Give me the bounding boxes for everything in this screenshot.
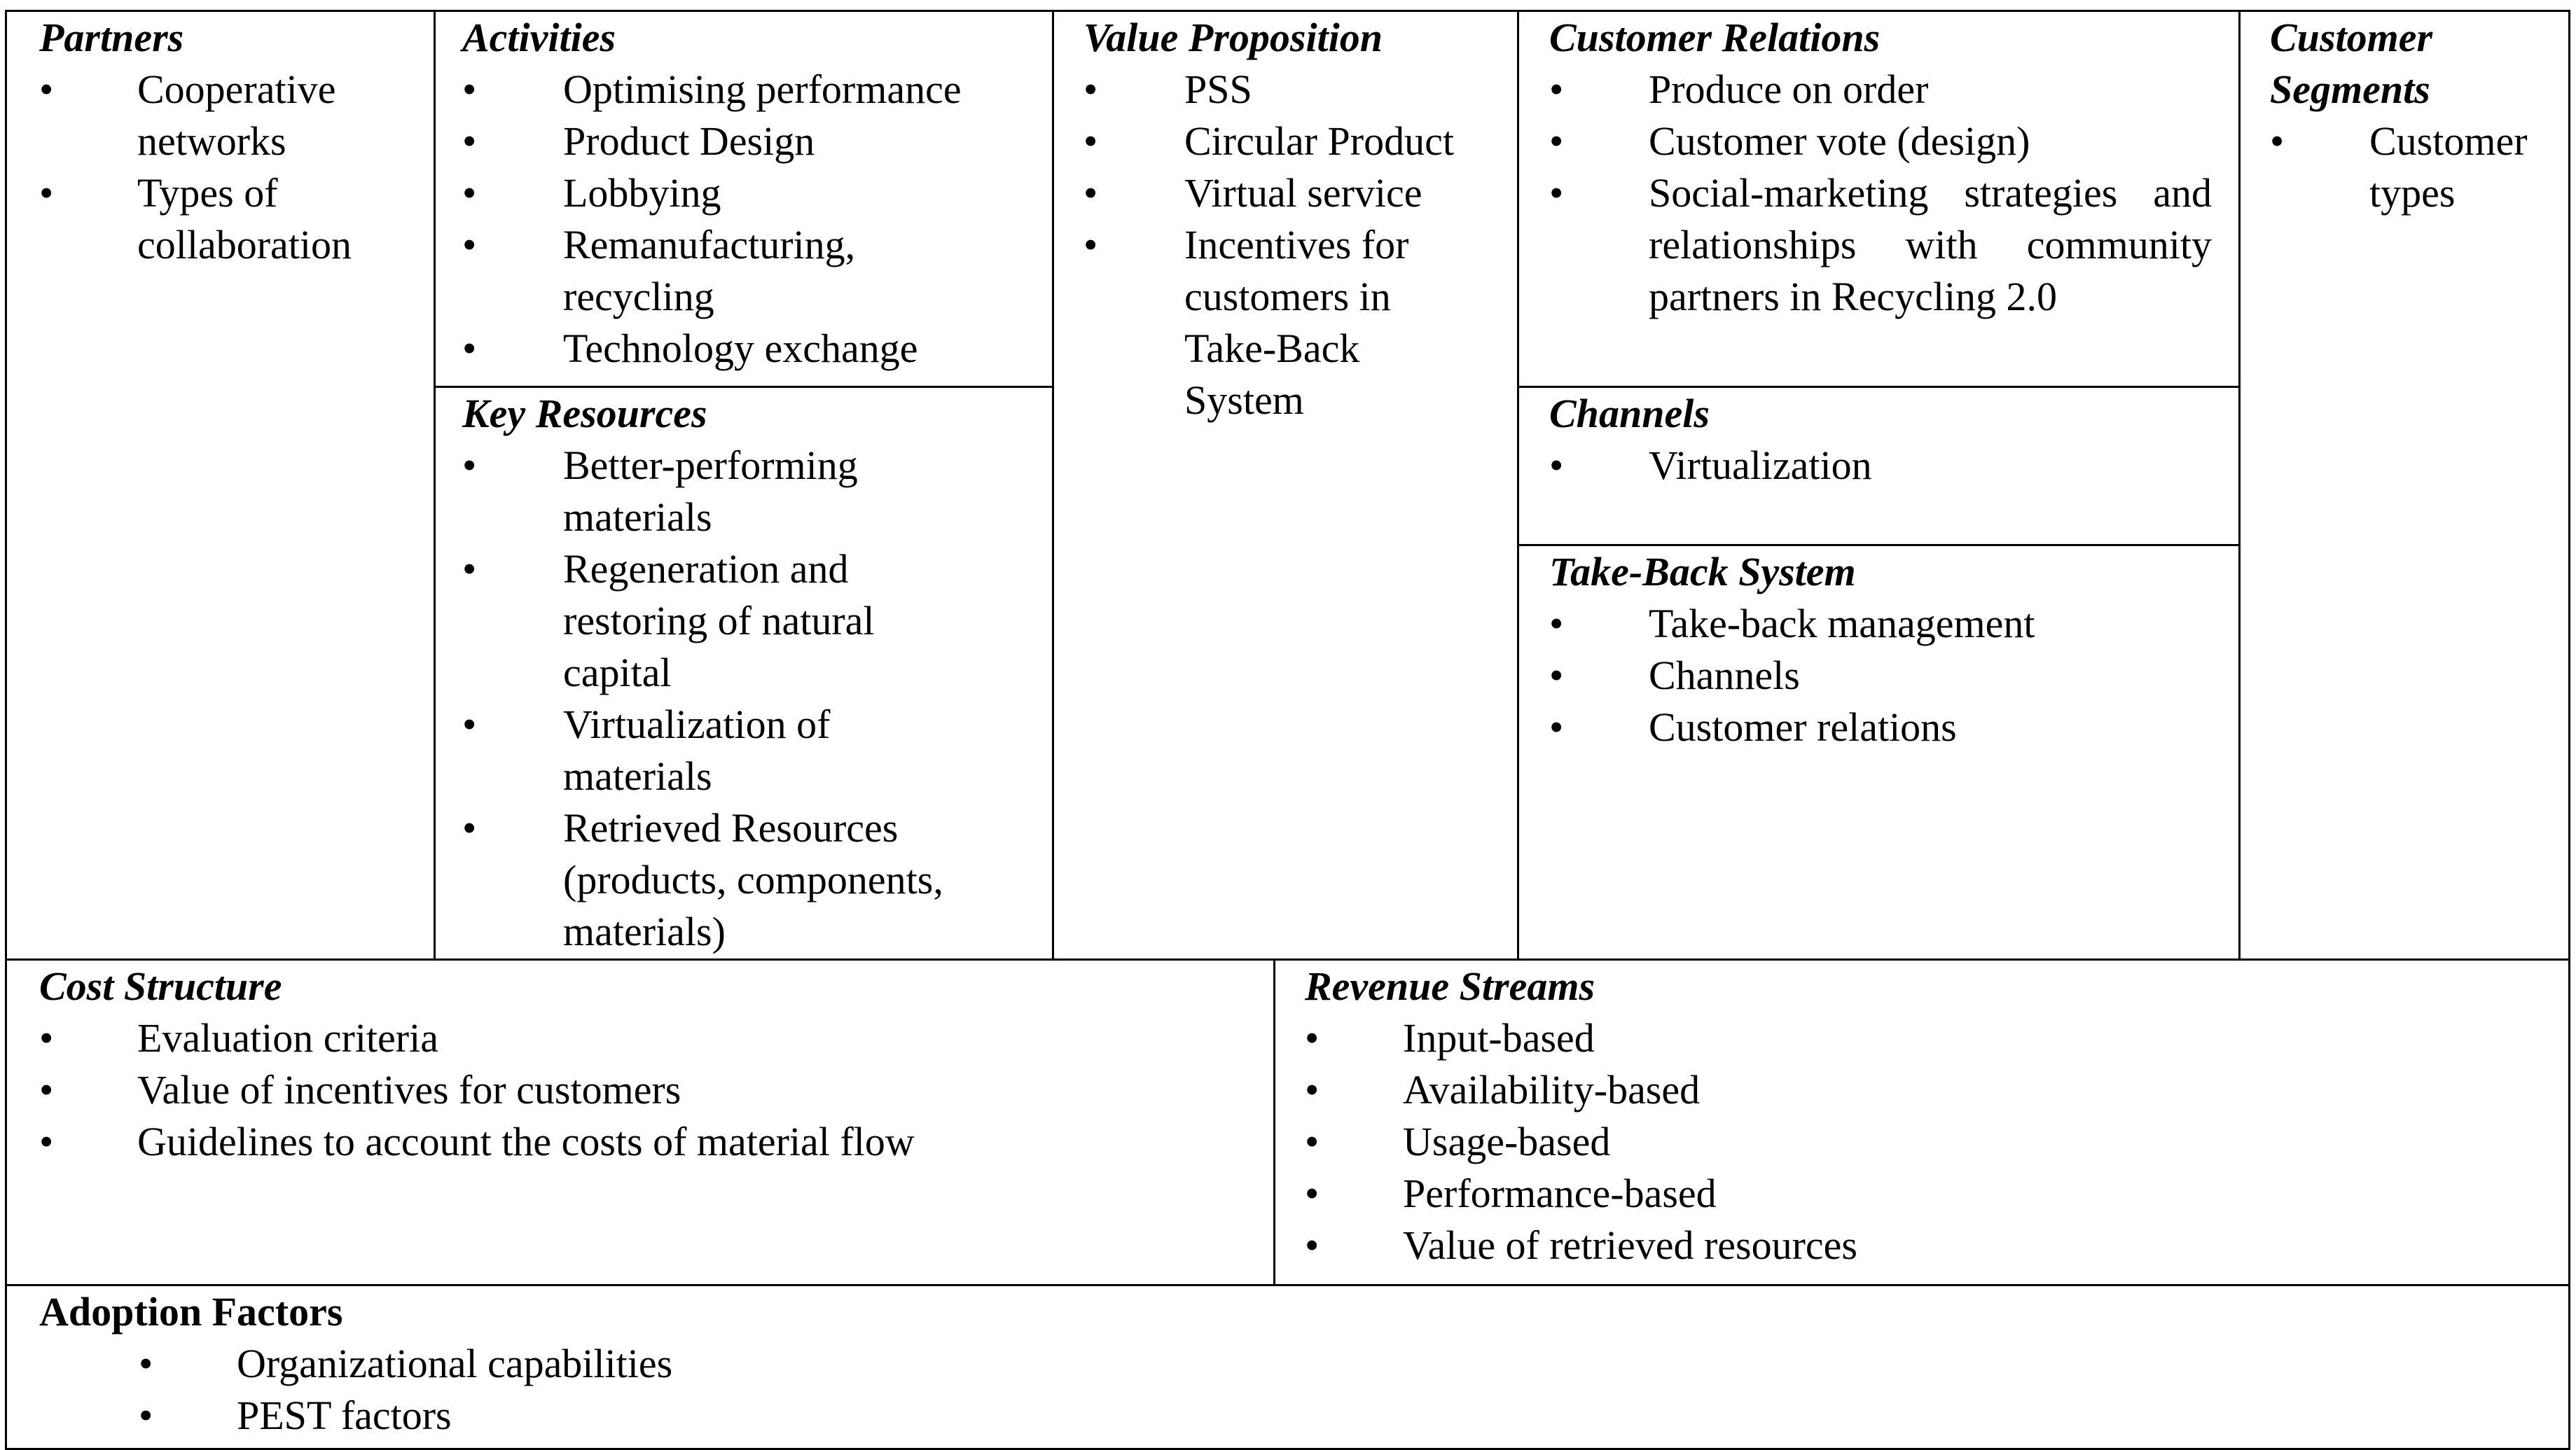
list-item (39, 1338, 2540, 1390)
item-text: Product Design (563, 118, 815, 164)
item-text: Value of incentives for customers (137, 1067, 681, 1113)
list-item (39, 167, 406, 271)
bullet-icon: • (462, 805, 477, 851)
bullet-icon: • (39, 1119, 54, 1164)
bullet-icon: • (1305, 1119, 1320, 1164)
item-text: Evaluation criteria (137, 1015, 438, 1061)
bullet-icon: • (139, 1341, 153, 1386)
list-item (462, 802, 1031, 958)
list-item (462, 219, 1031, 323)
activities-title: Activities (462, 15, 616, 60)
list-item (1549, 64, 2212, 116)
bullet-icon: • (39, 1067, 54, 1113)
item-text: Input-based (1403, 1015, 1595, 1061)
customer-segments-list (2270, 116, 2547, 219)
item-text: Regeneration and restoring of natural capital (563, 546, 875, 695)
adoption-factors-block (5, 1286, 2570, 1450)
bullet-icon: • (1305, 1222, 1320, 1268)
list-item (462, 440, 1031, 543)
list-item (39, 1012, 1245, 1064)
customer-relations-block (1519, 10, 2241, 388)
bullet-icon: • (462, 442, 477, 488)
cost-structure-title: Cost Structure (39, 963, 282, 1009)
item-text: Circular Product (1184, 118, 1454, 164)
list-item (39, 1390, 2540, 1442)
item-text: Lobbying (563, 170, 721, 216)
item-text: Availability-based (1403, 1067, 1701, 1113)
bullet-icon: • (1305, 1171, 1320, 1216)
list-item (39, 1116, 1245, 1168)
list-item (462, 167, 1031, 219)
item-text: Customer relations (1649, 704, 1957, 750)
list-item (1083, 116, 1503, 167)
customer-segments-block (2241, 10, 2570, 961)
bullet-icon: • (462, 222, 477, 267)
channels-title: Channels (1549, 391, 1710, 436)
list-item (1305, 1116, 2540, 1168)
item-text: Organizational capabilities (237, 1341, 673, 1386)
list-item (462, 543, 1031, 699)
customer-segments-title: Customer Segments (2270, 15, 2433, 112)
key-resources-list (462, 440, 1031, 958)
customer-relations-list (1549, 64, 2212, 323)
bullet-icon: • (39, 1015, 54, 1061)
item-text: Take-back management (1649, 601, 2035, 646)
cost-structure-block (5, 961, 1275, 1286)
revenue-streams-title: Revenue Streams (1305, 963, 1595, 1009)
list-item (1549, 702, 2212, 753)
bullet-icon: • (1549, 118, 1564, 164)
list-item (1549, 116, 2212, 167)
item-text: Channels (1649, 653, 1800, 698)
bullet-icon: • (462, 326, 477, 371)
bullet-icon: • (1549, 704, 1564, 750)
item-text: Guidelines to account the costs of material flow (137, 1119, 915, 1164)
bullet-icon: • (462, 170, 477, 216)
key-resources-block (436, 388, 1054, 961)
channels-block (1519, 388, 2241, 546)
list-item (1305, 1168, 2540, 1220)
customer-relations-title: Customer Relations (1549, 15, 1881, 60)
take-back-system-block (1519, 546, 2241, 961)
cost-structure-list (39, 1012, 1245, 1168)
bullet-icon: • (1083, 118, 1098, 164)
bullet-icon: • (39, 170, 54, 216)
bullet-icon: • (139, 1393, 153, 1438)
item-text: PSS (1184, 67, 1252, 112)
bullet-icon: • (1549, 653, 1564, 698)
item-text: Customer types (2369, 118, 2528, 216)
adoption-factors-title: Adoption Factors (39, 1289, 343, 1334)
list-item (1549, 167, 2212, 323)
list-item (1549, 440, 2212, 492)
item-text: Optimising performance (563, 67, 962, 112)
list-item (1305, 1220, 2540, 1271)
list-item (1083, 219, 1503, 426)
bullet-icon: • (462, 546, 477, 592)
item-text: Remanufacturing, recycling (563, 222, 856, 319)
item-text: Value of retrieved resources (1403, 1222, 1857, 1268)
item-text: Better-performing materials (563, 442, 858, 540)
bullet-icon: • (1549, 170, 1564, 216)
bullet-icon: • (1549, 67, 1564, 112)
bullet-icon: • (1083, 170, 1098, 216)
bullet-icon: • (1083, 67, 1098, 112)
bullet-icon: • (39, 67, 54, 112)
take-back-system-title: Take-Back System (1549, 549, 1856, 594)
list-item (1305, 1064, 2540, 1116)
list-item (1549, 650, 2212, 702)
item-text: Customer vote (design) (1649, 118, 2030, 164)
value-proposition-block (1054, 10, 1519, 961)
list-item (2270, 116, 2547, 219)
item-text: Cooperative networks (137, 67, 336, 164)
item-text: Produce on order (1649, 67, 1929, 112)
list-item (462, 64, 1031, 116)
value-proposition-list (1083, 64, 1503, 426)
bullet-icon: • (1083, 222, 1098, 267)
bullet-icon: • (462, 702, 477, 747)
item-text: Virtualization of materials (563, 702, 831, 799)
bullet-icon: • (462, 118, 477, 164)
revenue-streams-block (1275, 961, 2570, 1286)
list-item (39, 64, 406, 167)
bullet-icon: • (1305, 1067, 1320, 1113)
list-item (39, 1064, 1245, 1116)
partners-block (5, 10, 436, 961)
activities-list (462, 64, 1031, 375)
item-text: Retrieved Resources (products, components, materials) (563, 805, 943, 954)
value-proposition-title: Value Proposition (1083, 15, 1383, 60)
key-resources-title: Key Resources (462, 391, 707, 436)
list-item (1083, 167, 1503, 219)
item-text: Social-marketing strategies and relationships with community partners in Recycling 2.0 (1649, 170, 2212, 319)
partners-list (39, 64, 406, 271)
partners-title: Partners (39, 15, 184, 60)
list-item (462, 116, 1031, 167)
item-text: Virtualization (1649, 442, 1872, 488)
activities-block (436, 10, 1054, 388)
list-item (462, 323, 1031, 375)
list-item (1549, 598, 2212, 650)
item-text: Usage-based (1403, 1119, 1611, 1164)
item-text: Incentives for customers in Take-Back System (1184, 222, 1409, 423)
item-text: Performance-based (1403, 1171, 1717, 1216)
revenue-streams-list (1305, 1012, 2540, 1271)
list-item (462, 699, 1031, 802)
item-text: Types of collaboration (137, 170, 352, 267)
adoption-factors-list (39, 1338, 2540, 1442)
bullet-icon: • (2270, 118, 2285, 164)
take-back-system-list (1549, 598, 2212, 753)
item-text: Virtual service (1184, 170, 1422, 216)
list-item (1083, 64, 1503, 116)
item-text: PEST factors (237, 1393, 452, 1438)
channels-list (1549, 440, 2212, 492)
bullet-icon: • (1305, 1015, 1320, 1061)
bullet-icon: • (462, 67, 477, 112)
bullet-icon: • (1549, 442, 1564, 488)
list-item (1305, 1012, 2540, 1064)
bullet-icon: • (1549, 601, 1564, 646)
item-text: Technology exchange (563, 326, 918, 371)
